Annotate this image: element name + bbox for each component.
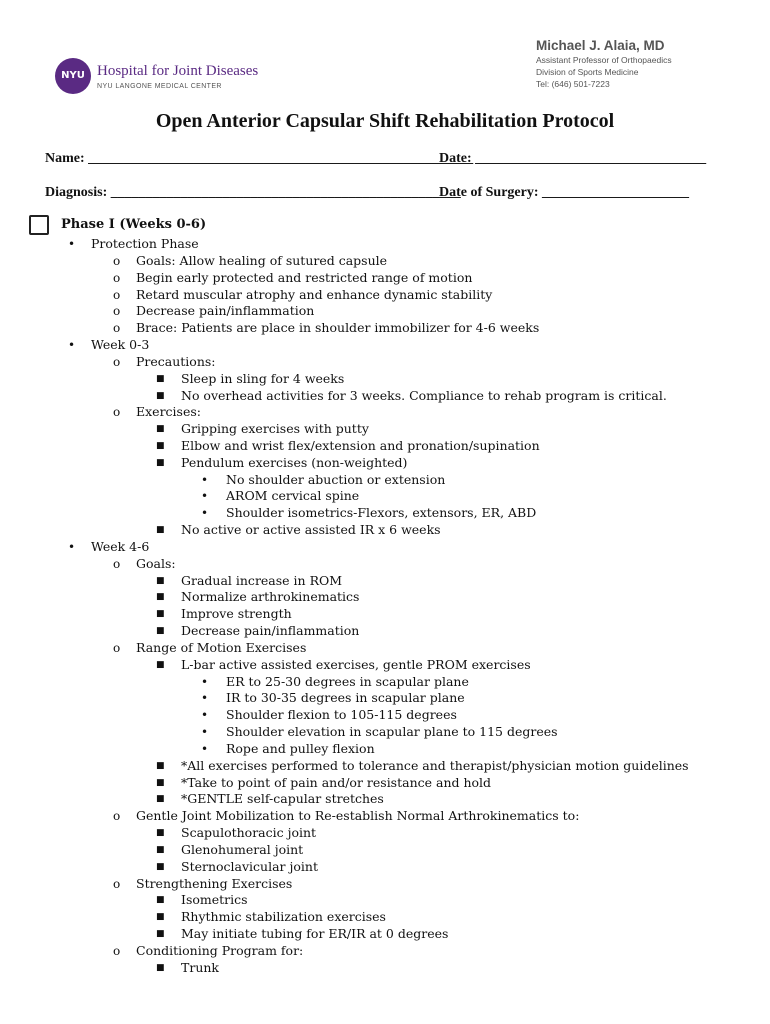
bullet-icon: ■ xyxy=(156,592,165,603)
list-item-text: Normalize arthrokinematics xyxy=(181,589,360,605)
bullet-icon: ■ xyxy=(156,777,165,788)
list-item-text: Range of Motion Exercises xyxy=(136,639,307,655)
bullet-icon: • xyxy=(201,741,209,756)
list-item xyxy=(113,320,540,336)
list-item xyxy=(156,454,408,471)
bullet-icon: ■ xyxy=(156,844,165,855)
list-item xyxy=(113,555,176,572)
list-item xyxy=(156,909,386,925)
list-item-text: Protection Phase xyxy=(91,236,199,251)
bullet-icon: ■ xyxy=(156,895,165,906)
list-item xyxy=(156,774,492,791)
list-item-text: *GENTLE self-capular stretches xyxy=(181,791,384,807)
list-item-text: Shoulder isometrics-Flexors, extensors, ER, ABD xyxy=(226,505,537,521)
list-item xyxy=(201,707,457,723)
hospital-name: Hospital for Joint Diseases xyxy=(97,63,259,79)
name-field[interactable]: Name: _______________________________________________________ xyxy=(45,151,474,166)
list-item xyxy=(113,269,473,286)
list-item xyxy=(113,942,304,959)
bullet-icon: ■ xyxy=(156,373,165,384)
list-item xyxy=(156,841,304,858)
bullet-icon: ■ xyxy=(156,441,165,451)
list-item xyxy=(201,505,537,521)
bullet-icon: ■ xyxy=(156,929,165,939)
list-item-text: Decrease pain/inflammation xyxy=(136,303,315,319)
list-item xyxy=(156,606,292,622)
list-item-text: Strengthening Exercises xyxy=(136,875,293,891)
bullet-icon: • xyxy=(201,708,209,723)
bullet-icon: o xyxy=(113,270,121,285)
list-item xyxy=(156,572,343,589)
bullet-icon: ■ xyxy=(156,828,165,838)
list-item-text: Sleep in sling for 4 weeks xyxy=(181,370,345,386)
list-item xyxy=(156,623,360,639)
bullet-icon: o xyxy=(113,556,121,571)
bullet-icon: ■ xyxy=(156,861,165,872)
bullet-icon: o xyxy=(113,287,121,302)
list-item xyxy=(201,690,465,706)
hospital-subtitle: NYU LANGONE MEDICAL CENTER xyxy=(97,83,222,90)
list-item xyxy=(156,757,689,774)
list-item-text: Week 4-6 xyxy=(91,538,150,554)
bullet-icon: o xyxy=(113,321,121,336)
list-item xyxy=(156,370,345,387)
phase-checkbox[interactable] xyxy=(29,215,49,235)
bullet-icon: o xyxy=(113,809,121,824)
list-item xyxy=(201,724,558,740)
list-item-text: L-bar active assisted exercises, gentle PROM exercises xyxy=(181,656,531,672)
nyu-logo-mark: NYU xyxy=(55,58,91,94)
list-item xyxy=(113,404,201,420)
bullet-icon: • xyxy=(201,489,209,504)
list-item xyxy=(156,656,531,673)
bullet-icon: o xyxy=(113,876,121,891)
bullet-icon: o xyxy=(113,640,121,655)
list-item xyxy=(113,639,307,656)
list-item-text: Exercises: xyxy=(136,404,201,420)
list-item-text: No overhead activities for 3 weeks. Compliance to rehab program is critical. xyxy=(181,387,667,403)
bullet-icon: • xyxy=(68,539,76,554)
bullet-icon: • xyxy=(201,691,209,706)
doctor-division: Division of Sports Medicine xyxy=(536,67,639,77)
list-item xyxy=(156,387,667,404)
bullet-icon: o xyxy=(113,304,121,319)
list-item-text: No shoulder abuction or extension xyxy=(226,471,446,487)
list-item-text: Begin early protected and restricted range of motion xyxy=(136,269,473,285)
list-item-text: Pendulum exercises (non-weighted) xyxy=(181,454,408,470)
list-item-text: Trunk xyxy=(181,959,219,975)
list-item xyxy=(156,858,318,875)
list-item xyxy=(201,673,469,690)
list-item-text: Conditioning Program for: xyxy=(136,942,304,958)
list-item xyxy=(113,286,493,303)
hospital-logo xyxy=(55,58,305,98)
list-item-text: Gripping exercises with putty xyxy=(181,421,369,437)
list-item-text: No active or active assisted IR x 6 weeks xyxy=(181,522,441,538)
list-item-text: AROM cervical spine xyxy=(226,488,360,504)
bullet-icon: ■ xyxy=(156,962,165,973)
list-item xyxy=(201,740,375,757)
list-item xyxy=(156,892,248,908)
list-item-text: ER to 25-30 degrees in scapular plane xyxy=(226,673,469,689)
list-item xyxy=(156,421,369,437)
date-field[interactable]: Date: _________________________________ xyxy=(439,151,707,166)
list-item-text: Brace: Patients are place in shoulder immobilizer for 4-6 weeks xyxy=(136,320,540,336)
list-item-text: Scapulothoracic joint xyxy=(181,825,317,840)
bullet-icon: ■ xyxy=(156,912,165,923)
list-item xyxy=(68,538,150,555)
bullet-icon: • xyxy=(201,472,209,487)
bullet-icon: o xyxy=(113,354,121,369)
list-item-text: Shoulder elevation in scapular plane to 115 degrees xyxy=(226,724,558,740)
bullet-icon: ■ xyxy=(156,575,165,586)
list-item-text: Gentle Joint Mobilization to Re-establish Normal Arthrokinematics to: xyxy=(136,808,580,824)
list-item-text: Improve strength xyxy=(181,606,292,622)
bullet-icon: • xyxy=(68,338,76,352)
list-item xyxy=(156,791,384,807)
bullet-icon: ■ xyxy=(156,626,165,637)
list-item-text: Elbow and wrist flex/extension and pronation/supination xyxy=(181,438,540,453)
doctor-tel: Tel: (646) 501-7223 xyxy=(536,79,610,89)
list-item xyxy=(156,926,449,942)
list-item-text: *All exercises performed to tolerance and therapist/physician motion guidelines xyxy=(181,757,689,773)
list-item xyxy=(113,875,293,892)
bullet-icon: ■ xyxy=(156,525,165,536)
list-item-text: Shoulder flexion to 105-115 degrees xyxy=(226,707,457,723)
bullet-icon: ■ xyxy=(156,760,165,771)
list-item-text: May initiate tubing for ER/IR at 0 degrees xyxy=(181,926,449,941)
bullet-icon: ■ xyxy=(156,424,165,435)
list-item-text: Goals: xyxy=(136,555,176,571)
bullet-icon: ■ xyxy=(156,609,165,620)
doctor-name: Michael J. Alaia, MD xyxy=(536,38,665,53)
bullet-icon: ■ xyxy=(156,457,165,468)
list-item xyxy=(68,236,199,252)
list-item-text: Precautions: xyxy=(136,353,216,369)
bullet-icon: o xyxy=(113,943,121,958)
list-item xyxy=(201,471,446,488)
list-item-text: Rope and pulley flexion xyxy=(226,740,375,756)
bullet-icon: o xyxy=(113,405,121,420)
list-item xyxy=(156,589,360,605)
phase-heading: Phase I (Weeks 0-6) xyxy=(61,217,207,232)
doctor-info xyxy=(536,38,672,89)
bullet-icon: • xyxy=(201,725,209,740)
list-item xyxy=(113,252,388,269)
list-item xyxy=(113,808,580,824)
list-item-text: Sternoclavicular joint xyxy=(181,858,318,874)
list-item-text: Retard muscular atrophy and enhance dynamic stability xyxy=(136,286,493,302)
diagnosis-field[interactable]: Diagnosis: __________________________________________________ xyxy=(45,185,461,200)
list-item xyxy=(201,488,360,504)
list-item-text: Goals: Allow healing of sutured capsule xyxy=(136,252,388,268)
bullet-icon: • xyxy=(201,674,209,689)
surgery-date-field[interactable]: Date of Surgery: _____________________ xyxy=(439,185,690,200)
list-item xyxy=(156,522,441,538)
list-item xyxy=(113,353,216,370)
list-item xyxy=(68,337,150,353)
list-item-text: Rhythmic stabilization exercises xyxy=(181,909,386,925)
doctor-title: Assistant Professor of Orthopaedics xyxy=(536,55,672,65)
list-item xyxy=(113,303,315,319)
list-item-text: Week 0-3 xyxy=(91,337,150,352)
document-title: Open Anterior Capsular Shift Rehabilitation Protocol xyxy=(155,110,615,132)
list-item-text: Isometrics xyxy=(181,892,248,908)
list-item-text: Gradual increase in ROM xyxy=(181,572,343,588)
list-item xyxy=(156,438,540,454)
bullet-icon: • xyxy=(201,506,209,521)
bullet-icon: o xyxy=(113,253,121,268)
bullet-icon: • xyxy=(68,237,76,251)
list-item-text: Glenohumeral joint xyxy=(181,841,304,857)
bullet-icon: ■ xyxy=(156,390,165,401)
list-item xyxy=(156,959,219,976)
list-item-text: IR to 30-35 degrees in scapular plane xyxy=(226,690,465,706)
bullet-icon: ■ xyxy=(156,659,165,670)
list-item xyxy=(156,825,317,841)
list-item-text: Decrease pain/inflammation xyxy=(181,623,360,639)
list-item-text: *Take to point of pain and/or resistance and hold xyxy=(181,774,492,790)
bullet-icon: ■ xyxy=(156,794,165,805)
